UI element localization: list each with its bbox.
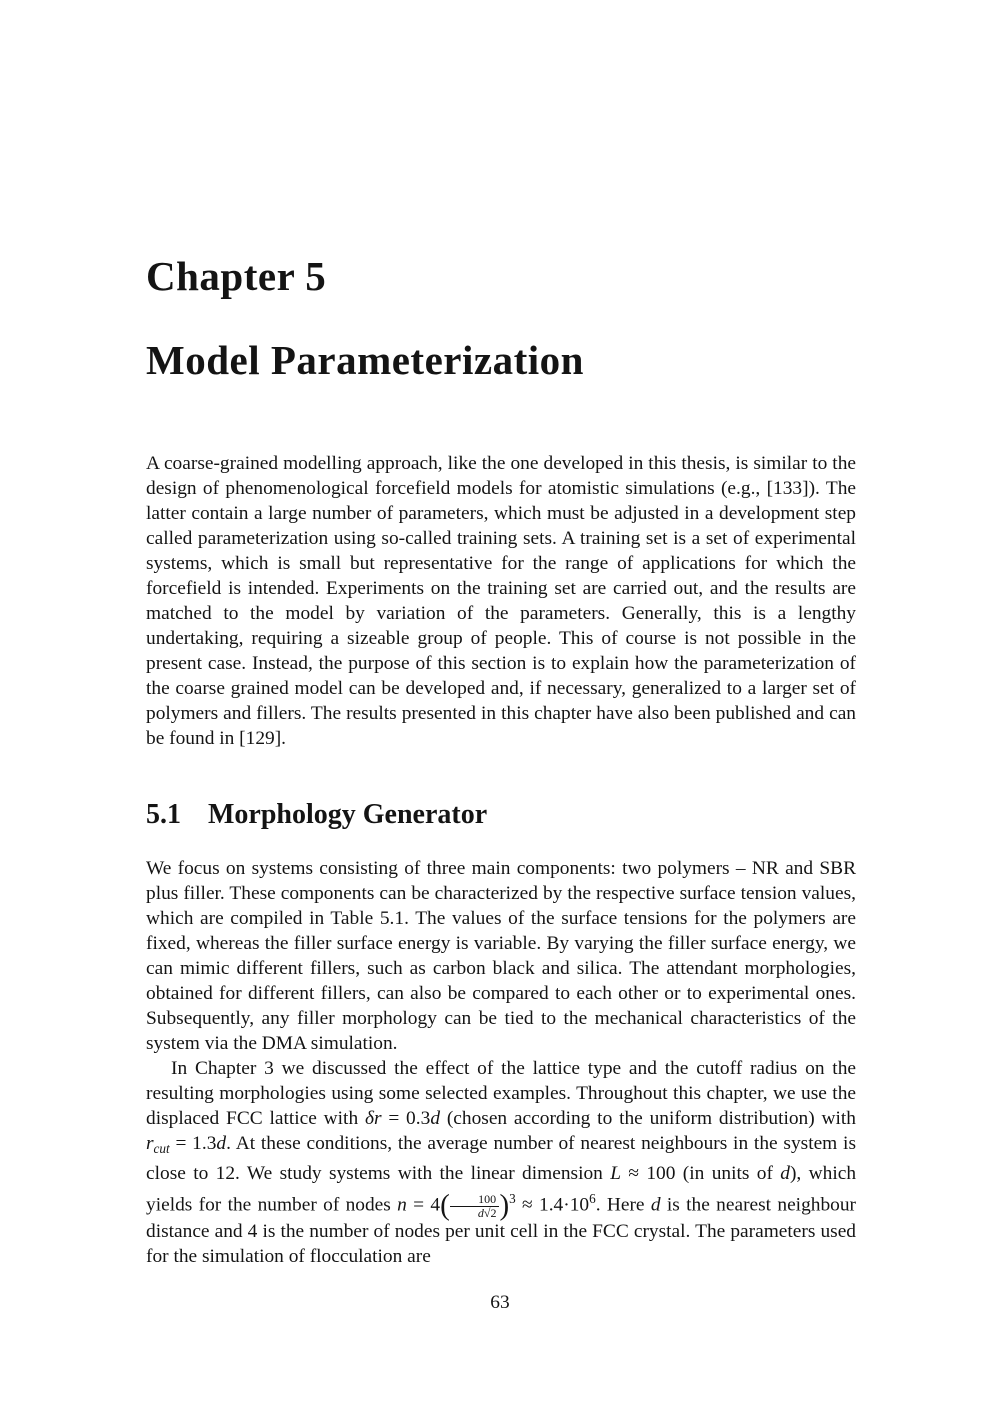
section-heading (146, 799, 856, 831)
inline-fraction: $\frac{100}{d√2}$ (450, 1193, 500, 1219)
section-paragraph-2: In Chapter 3 we discussed the effect of the lattice type and the cutoff radius on the resulting morphologies using some selected examples. Throughout this chapter, we use the displaced FCC lattice with δr = 0.3d (chosen according to the uniform distribution) with $r_{cut} = 1.3d$. At these conditions, the average number of nearest neighbours in the system is close to 12. We study systems with the linear dimension L ≈ 100 (in units of d), which yields for the number of nodes n = 4( $\frac{100}{d√2}$ )$^3 \approx 1.4\cdot 10^6$. Here d is the nearest neighbour distance and 4 is the number of nodes per unit cell in the FCC crystal. The parameters used for the simulation of flocculation are (146, 1058, 857, 1268)
section-body (146, 856, 856, 1269)
section-number: 5.1 (146, 799, 181, 830)
intro-paragraph: A coarse-grained modelling approach, like the one developed in this thesis, is similar to the design of phenomenological forcefield models for atomistic simulations (e.g., [133]). The latter contain a large number of parameters, which must be adjusted in a development step called parameterization using so-called training sets. A training set is a set of experimental systems, which is small but representative for the range of applications for which the forcefield is intended. Experiments on the training set are carried out, and the results are matched to the model by variation of the parameters. Generally, this is a lengthy undertaking, requiring a sizeable group of people. This of course is not possible in the present case. Instead, the purpose of this section is to explain how the parameterization of the coarse grained model can be developed and, if necessary, generalized to a larger set of polymers and fillers. The results presented in this chapter have also been published and can be found in [129]. (146, 453, 856, 749)
section-title: Morphology Generator (208, 799, 488, 830)
intro-block (146, 451, 856, 751)
chapter-number: Chapter 5 (146, 253, 327, 299)
section-paragraph-1: We focus on systems consisting of three main components: two polymers – NR and SBR plus filler. These components can be characterized by the respective surface tension values, which are compiled in Table 5.1. The values of the surface tensions for the polymers are fixed, whereas the filler surface energy is variable. By varying the filler surface energy, we can mimic different fillers, such as carbon black and silica. The attendant morphologies, obtained for different fillers, can also be compared to each other or to experimental ones. Subsequently, any filler morphology can be tied to the mechanical characteristics of the system via the DMA simulation. (146, 858, 856, 1054)
chapter-title: Model Parameterization (146, 337, 584, 383)
page-number: 63 (490, 1292, 510, 1313)
